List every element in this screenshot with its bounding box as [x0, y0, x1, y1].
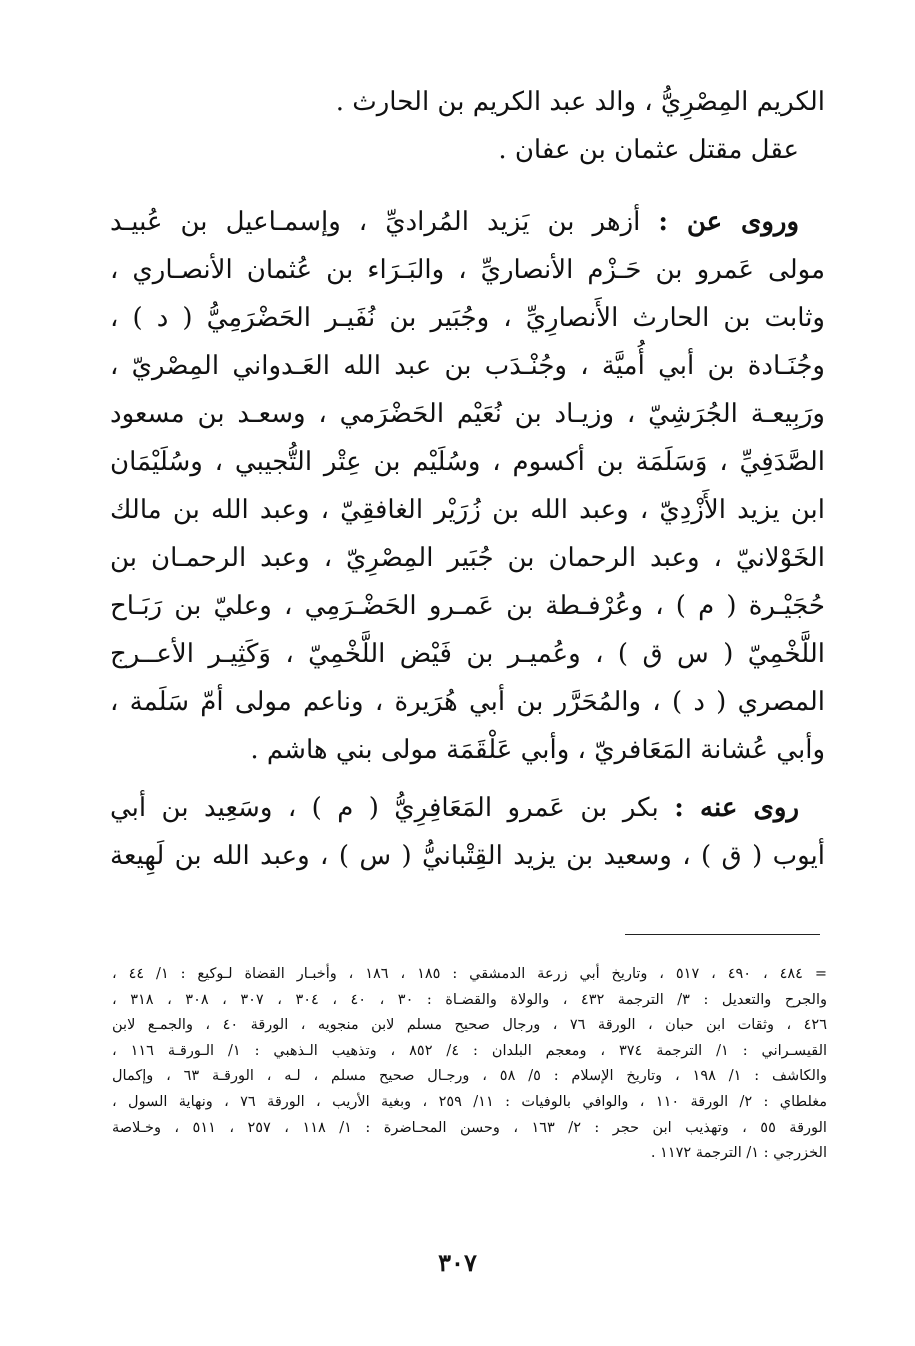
- narrated-from-label: وروى عن :: [658, 207, 799, 237]
- footnotes: [112, 962, 827, 1167]
- text-line: أيوب ( ق ) ، وسعيد بن يزيد القِتْبانيُّ ( س ) ، وعبد الله بن لَهِيعة: [110, 841, 825, 871]
- narrated-from-paragraph: [110, 198, 825, 774]
- footnote-line: الخزرجي : ١/ الترجمة ١١٧٢ .: [650, 1145, 827, 1162]
- text-line: وجُنَـادة بن أبي أُميَّة ، وجُنْـدَب بن عبد الله العَـدواني المِصْريّ ،: [110, 351, 825, 381]
- text-line: ابن يزيد الأَزْدِيّ ، وعبد الله بن زُرَيْر الغافقِيّ ، وعبد الله بن مالك: [110, 495, 825, 525]
- footnote-line: الورقة ٥٥ ، وتهذيب ابن حجر : ٢/ ١٦٣ ، وحسن المحـاضرة : ١/ ١١٨ ، ٢٥٧ ، ٥١١ ، وخـلاصة: [112, 1119, 827, 1136]
- text-line: وثابت بن الحارث الأَنصارِيِّ ، وجُبَير بن نُفَيـر الحَضْرَمِيُّ ( د ) ،: [110, 303, 825, 333]
- main-text: [110, 78, 825, 880]
- text-segment: بكر بن عَمرو المَعَافِرِيُّ ( م ) ، وسَعِيد بن أبي: [110, 793, 659, 823]
- text-line: ورَبِيعـة الجُرَشِيّ ، وزيـاد بن نُعَيْم الحَضْرَمي ، وسعـد بن مسعود: [110, 399, 825, 429]
- text-line: وأبي عُشانة المَعَافريّ ، وأبي عَلْقَمَة مولى بني هاشم .: [250, 735, 825, 765]
- footnote-line: والكاشف : ١/ ١٩٨ ، وتاريخ الإسلام : ٥/ ٥٨ ، ورجـال صحيح مسلم ، لـه ، الورقـة ٦٣ ، وإكمال: [112, 1068, 828, 1085]
- text-line: [110, 784, 825, 832]
- footnote-line: القيسـراني : ١/ الترجمة ٣٧٤ ، ومعجم البلدان : ٤/ ٨٥٢ ، وتذهيب الـذهبي : ١/ الـورقـة ١١٦ ،: [112, 1042, 828, 1059]
- text-line: الصَّدَفِيِّ ، وَسَلَمَة بن أكسوم ، وسُلَيْم بن عِتْر التُّجيبي ، وسُلَيْمَان: [110, 447, 825, 477]
- text-line: اللَّخْمِيّ ( س ق ) ، وعُميـر بن فَيْض اللَّخْمِيّ ، وَكَثِيـر الأعــرج: [110, 639, 825, 669]
- narrated-by-paragraph: [110, 784, 825, 880]
- footnote-line: مغلطاي : ٢/ الورقة ١١٠ ، والوافي بالوفيات : ١١/ ٢٥٩ ، وبغية الأريب ، الورقة ٧٦ ، ونهاية السول ،: [112, 1093, 828, 1110]
- text-line: حُجَيْـرة ( م ) ، وعُرْفـطة بن عَمـرو الحَضْـرَمِي ، وعليّ بن رَبَـاح: [110, 591, 825, 621]
- text-line: [110, 198, 825, 246]
- footnote-line: ٤٢٦ ، وثقات ابن حبان ، الورقة ٧٦ ، ورجال صحيح مسلم لابن منجويه ، الورقة ٤٠ ، والجمـع لابن: [112, 1017, 827, 1034]
- footnote-line: = ٤٨٤ ، ٤٩٠ ، ٥١٧ ، وتاريخ أبي زرعة الدمشقي : ١٨٥ ، ١٨٦ ، وأخبـار القضاة لـوكيع : ١/ ٤٤ ،: [112, 966, 827, 982]
- text-line: مولى عَمرو بن حَـزْم الأنصاريِّ ، والبَـرَاء بن عُثمان الأنصـاري ،: [110, 255, 825, 285]
- footnote-line: والجرح والتعديل : ٣/ الترجمة ٤٣٢ ، والولاة والقضـاة : ٣٠ ، ٤٠ ، ٣٠٤ ، ٣٠٧ ، ٣٠٨ ، ٣١٨ ،: [112, 991, 827, 1008]
- footnote-separator: [625, 934, 820, 935]
- opening-paragraph: [110, 78, 825, 174]
- text-line: المصري ( د ) ، والمُحَرَّر بن أبي هُرَيرة ، وناعم مولى أمّ سَلَمة ،: [110, 687, 825, 717]
- page-number: ٣٠٧: [438, 1248, 477, 1277]
- narrated-by-label: روى عنه :: [674, 793, 800, 823]
- text-line: الكريم المِصْرِيُّ ، والد عبد الكريم بن الحارث .: [335, 87, 825, 117]
- text-line: عقل مقتل عثمان بن عفان .: [498, 135, 799, 165]
- text-line: الخَوْلانيّ ، وعبد الرحمان بن جُبَير المِصْرِيّ ، وعبد الرحمـان بن: [110, 543, 825, 573]
- text-segment: أزهر بن يَزيد المُراديِّ ، وإسمـاعيل بن عُبيـد: [110, 207, 641, 237]
